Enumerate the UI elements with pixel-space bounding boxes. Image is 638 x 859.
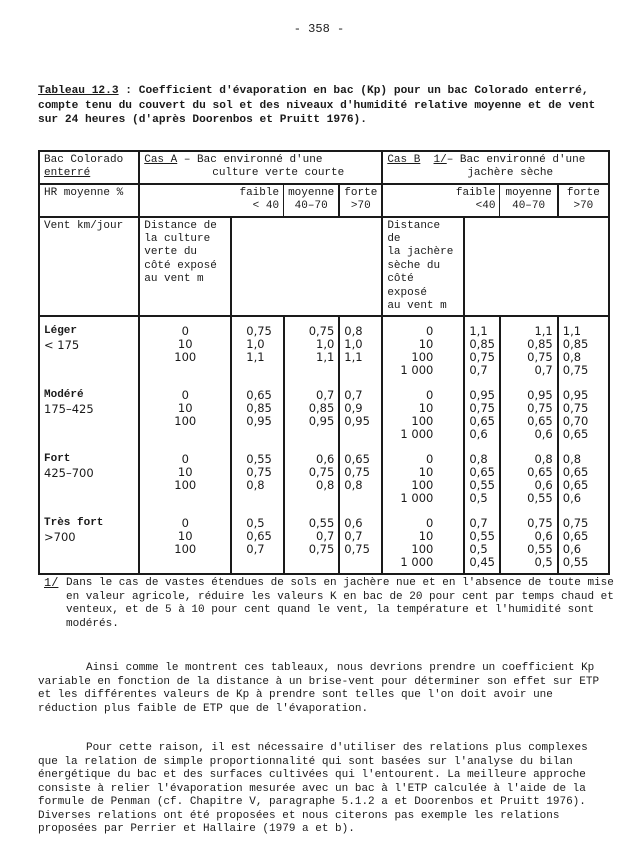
case-b-header xyxy=(382,151,609,184)
cell-value: 0 xyxy=(181,516,189,531)
wind-class-range: 175–425 xyxy=(44,401,94,416)
distance-b xyxy=(382,381,464,445)
dist-a-l3: verte du xyxy=(144,246,198,259)
caption-text: Coefficient d'évaporation en bac (Kp) pour un bac Colorado enterré, compte tenu du couvert du sol et des niveaux d'humidité relative moyenne et de vent sur 24 heures (d'après Doorenbos et Pruitt 1976). xyxy=(38,85,596,126)
cell-value: 1,0 xyxy=(246,337,265,352)
distance-a xyxy=(139,445,231,509)
cell-value: 0,8 xyxy=(246,478,265,493)
footnote-mark: 1/ xyxy=(44,576,59,590)
cell-value: 0,6 xyxy=(534,478,553,493)
kp-b-faible xyxy=(464,381,500,445)
cell-value: 0,75 xyxy=(246,324,272,339)
cell-value: 0,5 xyxy=(246,516,265,531)
kp-a-faible xyxy=(231,381,283,445)
cell-value: 0,75 xyxy=(527,401,553,416)
cell-value: 0,75 xyxy=(246,465,272,480)
cell-value: 0,75 xyxy=(469,401,495,416)
kp-a-moyenne xyxy=(284,316,340,381)
kp-b-moyenne xyxy=(500,381,558,445)
cell-value: 0,65 xyxy=(562,478,589,493)
cell-value: 0,85 xyxy=(527,337,553,352)
cell-value: 0,75 xyxy=(562,363,589,378)
cell-value: 100 xyxy=(174,478,197,493)
hr-a-faible-name: faible xyxy=(239,186,280,199)
cell-value: 0,6 xyxy=(316,452,335,467)
cell-value: 1,0 xyxy=(316,337,335,352)
cell-value: 0,85 xyxy=(308,401,335,416)
hr-b-moyenne-name: moyenne xyxy=(505,186,552,199)
cell-value: 0,70 xyxy=(562,414,589,429)
wind-class-name: Très fort xyxy=(44,517,104,530)
paragraph-2 xyxy=(38,742,613,837)
kp-b-moyenne xyxy=(500,316,558,381)
hr-a-faible xyxy=(139,184,283,217)
kp-coefficient-table xyxy=(38,150,610,575)
cell-value: 1,1 xyxy=(344,350,363,365)
footnote xyxy=(44,577,614,631)
table-row xyxy=(39,381,609,445)
cell-value: 100 xyxy=(411,478,434,493)
case-b-title-1: – Bac environné d'une xyxy=(446,154,586,166)
cell-value: 0,6 xyxy=(562,491,582,506)
case-a-title-2: culture verte courte xyxy=(212,167,345,180)
dist-a-l2: la culture xyxy=(144,233,211,246)
cell-value: 0,8 xyxy=(344,324,363,339)
wind-label: Vent km/jour xyxy=(39,217,139,317)
kp-a-forte xyxy=(339,316,382,381)
cell-value: 0,65 xyxy=(246,529,272,544)
hr-b-faible xyxy=(382,184,500,217)
kp-b-moyenne xyxy=(500,445,558,509)
dist-b-l5: au vent m xyxy=(387,300,447,313)
cell-value: 0,9 xyxy=(344,401,363,416)
kp-b-faible xyxy=(464,316,500,381)
cell-value: 0,95 xyxy=(562,388,589,403)
case-b-title-2: jachère sèche xyxy=(467,167,554,180)
hr-a-forte-range: >70 xyxy=(350,200,371,213)
distance-a xyxy=(139,381,231,445)
cell-value: 0,55 xyxy=(246,452,272,467)
cell-value: 0,75 xyxy=(562,401,589,416)
cell-value: 0,55 xyxy=(308,516,335,531)
cell-value: 0,5 xyxy=(469,491,488,506)
kp-a-moyenne xyxy=(284,445,340,509)
cell-value: 0,65 xyxy=(562,465,589,480)
cell-value: 0,55 xyxy=(469,478,495,493)
cell-value: 0,7 xyxy=(316,388,335,403)
cell-value: 10 xyxy=(418,529,434,544)
hr-b-forte-range: >70 xyxy=(573,200,594,213)
kp-a-forte xyxy=(339,381,382,445)
wind-class-range: < 175 xyxy=(44,337,80,352)
cell-value: 0,45 xyxy=(469,555,495,570)
cell-value: 0,65 xyxy=(246,388,272,403)
dist-a-l5: au vent m xyxy=(144,273,204,286)
kp-a-moyenne xyxy=(284,381,340,445)
cell-value: 0,75 xyxy=(308,465,335,480)
hr-b-forte-name: forte xyxy=(566,186,600,199)
cell-value: 10 xyxy=(177,529,193,544)
cell-value: 0,6 xyxy=(534,427,553,442)
kp-b-forte xyxy=(558,509,609,574)
cell-value: 100 xyxy=(411,350,434,365)
dist-b-l2: la jachère xyxy=(387,246,454,259)
cell-value: 1,1 xyxy=(246,350,265,365)
distance-b xyxy=(382,509,464,574)
cell-value: 0,65 xyxy=(527,414,553,429)
cell-value: 0,65 xyxy=(562,427,589,442)
cell-value: 0,65 xyxy=(469,465,495,480)
cell-value: 1 000 xyxy=(400,363,434,378)
dist-b-l4: côté exposé xyxy=(387,273,427,299)
wind-class-name: Léger xyxy=(44,325,78,338)
cell-value: 0,75 xyxy=(469,350,495,365)
cell-value: 10 xyxy=(418,401,434,416)
cell-value: 0,7 xyxy=(469,363,488,378)
cell-value: 1,1 xyxy=(534,324,553,339)
cell-value: 10 xyxy=(418,465,434,480)
cell-value: 1,1 xyxy=(316,350,335,365)
distance-b xyxy=(382,445,464,509)
cell-value: 0,95 xyxy=(246,414,272,429)
kp-b-faible xyxy=(464,509,500,574)
cell-value: 0,75 xyxy=(308,542,335,557)
cell-value: 0,95 xyxy=(527,388,553,403)
cell-value: 0,6 xyxy=(344,516,363,531)
cell-value: 0,55 xyxy=(469,529,495,544)
case-b-label: Cas B xyxy=(387,154,421,166)
dist-a-l1: Distance de xyxy=(144,219,217,232)
table-body xyxy=(39,316,609,574)
wind-class xyxy=(39,445,139,509)
kp-a-faible xyxy=(231,509,283,574)
cell-value: 0,6 xyxy=(562,542,582,557)
wind-class-name: Fort xyxy=(44,453,71,466)
kp-a-moyenne xyxy=(284,509,340,574)
cell-value: 0,6 xyxy=(469,427,488,442)
cell-value: 0,65 xyxy=(344,452,370,467)
hr-b-forte xyxy=(558,184,609,217)
cell-value: 0 xyxy=(426,388,434,403)
cell-value: 0 xyxy=(426,324,434,339)
hr-a-forte-name: forte xyxy=(344,186,378,199)
distance-a-label xyxy=(139,217,231,317)
hr-a-faible-range: < 40 xyxy=(252,200,280,213)
corner-header xyxy=(39,151,139,184)
kp-a-forte xyxy=(339,509,382,574)
paragraph-1-text: Ainsi comme le montrent ces tableaux, nous devrions prendre un coefficient Kp variable en fonction de la distance à un brise-vent pour déterminer son effet sur ETP et les différentes valeurs de Kp à prendre sont telles que l'on doit avoir une réduction plus faible de ETP que de l'évaporation. xyxy=(38,662,600,715)
table-label: Tableau 12.3 xyxy=(38,85,119,97)
cell-value: 0,75 xyxy=(344,542,370,557)
hr-b-moyenne xyxy=(500,184,558,217)
distance-b xyxy=(382,316,464,381)
wind-class xyxy=(39,509,139,574)
cell-value: 100 xyxy=(174,542,197,557)
kp-a-faible xyxy=(231,316,283,381)
header-row-cases xyxy=(39,151,609,184)
hr-a-moyenne-range: 40–70 xyxy=(294,200,328,213)
kp-b-forte xyxy=(558,381,609,445)
distance-b-label xyxy=(382,217,464,317)
table-row xyxy=(39,316,609,381)
kp-a-faible xyxy=(231,445,283,509)
cell-value: 0 xyxy=(181,324,189,339)
cell-value: 1,1 xyxy=(562,324,582,339)
cell-value: 0 xyxy=(426,516,434,531)
hr-a-moyenne-name: moyenne xyxy=(288,186,335,199)
dist-b-l3: sèche du xyxy=(387,259,441,272)
cell-value: 0,65 xyxy=(469,414,495,429)
cell-value: 0,75 xyxy=(308,324,335,339)
kp-b-forte xyxy=(558,316,609,381)
page-number: - 358 - xyxy=(293,22,345,36)
case-a-label: Cas A xyxy=(144,154,178,166)
paragraph-2-text: Pour cette raison, il est nécessaire d'utiliser des relations plus complexes que la relation de simple proportionnalité qui sont basées sur l'analyse du bilan énergétique du bac et des surfaces cultivées qui l'entourent. La meilleure approche consiste à relier l'évaporation mesurée avec un bac à l'ETP calculée à l'aide de la formule de Penman (cf. Chapitre V, paragraphe 5.1.2 a et Doorenbos et Pruitt 1976). Diverses relations ont été proposées et nous citerons pas exemple les relations proposées par Perrier et Hallaire (1979 a et b). xyxy=(38,742,588,835)
caption-separator: : xyxy=(118,85,139,97)
cell-value: 0,85 xyxy=(562,337,589,352)
header-row-distance xyxy=(39,217,609,317)
hr-a-moyenne xyxy=(284,184,340,217)
cell-value: 0,7 xyxy=(469,516,488,531)
cell-value: 100 xyxy=(174,350,197,365)
cell-value: 0,7 xyxy=(534,363,553,378)
cell-value: 0,65 xyxy=(527,465,553,480)
cell-value: 0,8 xyxy=(469,452,488,467)
kp-b-moyenne xyxy=(500,509,558,574)
cell-value: 100 xyxy=(411,542,434,557)
cell-value: 0,55 xyxy=(527,542,553,557)
wind-class xyxy=(39,381,139,445)
cell-value: 0,7 xyxy=(316,529,335,544)
corner-line2: enterré xyxy=(44,167,91,180)
cell-value: 0,8 xyxy=(562,350,582,365)
cell-value: 0,95 xyxy=(469,388,495,403)
cell-value: 1 000 xyxy=(400,427,434,442)
cell-value: 10 xyxy=(177,401,193,416)
hr-b-moyenne-range: 40–70 xyxy=(512,200,546,213)
kp-b-forte xyxy=(558,445,609,509)
cell-value: 0 xyxy=(181,452,189,467)
footnote-text: Dans le cas de vastes étendues de sols en jachère nue et en l'absence de toute mise en valeur agricole, réduire les valeurs K en bac de 20 pour cent par temps chaud et venteux, et de 5 à 10 pour cent quand le vent, la température et l'humidité sont modérés. xyxy=(66,577,614,630)
cell-value: 0,75 xyxy=(527,350,553,365)
cell-value: 1,0 xyxy=(344,337,363,352)
cell-value: 1 000 xyxy=(400,491,434,506)
distance-a xyxy=(139,316,231,381)
cell-value: 0 xyxy=(426,452,434,467)
cell-value: 1,1 xyxy=(469,324,488,339)
cell-value: 1 000 xyxy=(400,555,434,570)
cell-value: 10 xyxy=(177,337,193,352)
wind-class-name: Modéré xyxy=(44,389,84,402)
cell-value: 0,65 xyxy=(562,529,589,544)
hr-b-faible-name: faible xyxy=(455,186,496,199)
cell-value: 0,75 xyxy=(562,516,589,531)
hr-b-faible-range: <40 xyxy=(475,200,496,213)
case-a-title-1: – Bac environné d'une xyxy=(177,154,323,166)
hr-a-forte xyxy=(339,184,382,217)
distance-a xyxy=(139,509,231,574)
corner-line1: Bac Colorado xyxy=(44,154,124,166)
empty-b xyxy=(464,217,609,317)
wind-class-range: 425–700 xyxy=(44,465,94,480)
hr-label: HR moyenne % xyxy=(39,184,139,217)
wind-class xyxy=(39,316,139,381)
cell-value: 0,7 xyxy=(246,542,265,557)
table-row xyxy=(39,509,609,574)
cell-value: 0,85 xyxy=(246,401,272,416)
cell-value: 0,8 xyxy=(534,452,553,467)
cell-value: 0,75 xyxy=(344,465,370,480)
cell-value: 0,75 xyxy=(527,516,553,531)
cell-value: 0,7 xyxy=(344,529,363,544)
cell-value: 0,95 xyxy=(308,414,335,429)
kp-a-forte xyxy=(339,445,382,509)
case-a-header xyxy=(139,151,382,184)
cell-value: 0,95 xyxy=(344,414,370,429)
paragraph-1 xyxy=(38,662,613,716)
cell-value: 0,55 xyxy=(562,555,589,570)
wind-class-range: >700 xyxy=(44,529,76,544)
dist-b-l1: Distance de xyxy=(387,219,441,246)
cell-value: 0 xyxy=(181,388,189,403)
header-row-hr xyxy=(39,184,609,217)
cell-value: 0,5 xyxy=(469,542,488,557)
dist-a-l4: côté exposé xyxy=(144,259,217,272)
table-caption xyxy=(38,84,618,128)
cell-value: 0,85 xyxy=(469,337,495,352)
empty-a xyxy=(231,217,382,317)
cell-value: 0,7 xyxy=(344,388,363,403)
cell-value: 100 xyxy=(174,414,197,429)
cell-value: 0,55 xyxy=(527,491,553,506)
cell-value: 0,5 xyxy=(534,555,553,570)
cell-value: 0,6 xyxy=(534,529,553,544)
table-row xyxy=(39,445,609,509)
cell-value: 10 xyxy=(177,465,193,480)
cell-value: 0,8 xyxy=(562,452,582,467)
cell-value: 10 xyxy=(418,337,434,352)
cell-value: 0,8 xyxy=(344,478,363,493)
cell-value: 0,8 xyxy=(316,478,335,493)
cell-value: 100 xyxy=(411,414,434,429)
case-b-footnote-ref: 1/ xyxy=(433,154,447,166)
kp-b-faible xyxy=(464,445,500,509)
